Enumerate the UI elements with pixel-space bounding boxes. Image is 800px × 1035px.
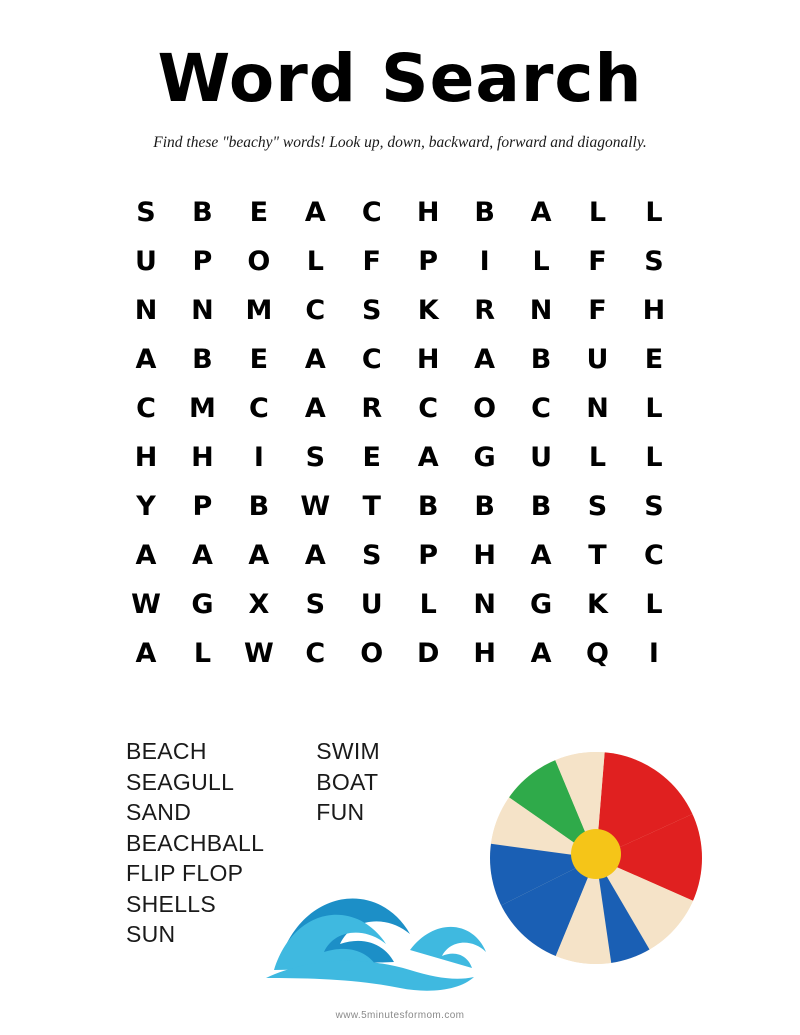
- grid-cell: L: [645, 442, 663, 473]
- grid-cell: E: [249, 344, 269, 375]
- grid-cell: L: [419, 589, 437, 620]
- grid-cell: H: [191, 442, 214, 473]
- grid-cell: B: [192, 344, 213, 375]
- grid-cell: F: [588, 295, 607, 326]
- wave-icon: [266, 899, 486, 991]
- grid-cell: L: [645, 589, 663, 620]
- word-search-grid: [120, 152, 680, 678]
- grid-row: [120, 384, 680, 433]
- grid-cell: B: [248, 491, 270, 522]
- grid-cell: P: [192, 491, 213, 522]
- grid-cell: A: [135, 540, 157, 571]
- word-list-item: SUN: [126, 921, 176, 947]
- grid-cell: S: [362, 540, 382, 571]
- grid-cell: C: [361, 344, 382, 375]
- word-list-item: SAND: [126, 799, 192, 825]
- grid-cell: A: [304, 540, 326, 571]
- word-list-item: FUN: [316, 799, 365, 825]
- grid-cell: M: [245, 295, 273, 326]
- grid-cell: S: [644, 246, 664, 277]
- grid-cell: B: [417, 491, 439, 522]
- grid-row: [120, 335, 680, 384]
- instructions-text: Find these "beachy" words! Look up, down, backward, forward and diagonally.: [153, 134, 647, 151]
- grid-cell: U: [586, 344, 609, 375]
- grid-cell: N: [191, 295, 214, 326]
- grid-cell: C: [644, 540, 664, 571]
- grid-cell: F: [588, 246, 607, 277]
- grid-row: [120, 188, 680, 237]
- grid-cell: U: [135, 246, 157, 277]
- grid-cell: A: [417, 442, 439, 473]
- word-list-item: BEACH: [126, 738, 207, 764]
- grid-cell: C: [531, 393, 551, 424]
- grid-cell: A: [304, 197, 326, 228]
- grid-cell: E: [249, 197, 269, 228]
- grid-cell: E: [362, 442, 381, 473]
- grid-cell: H: [473, 540, 496, 571]
- grid-cell: K: [587, 589, 608, 620]
- grid-cell: R: [474, 295, 496, 326]
- grid-cell: A: [304, 344, 326, 375]
- grid-cell: L: [306, 246, 324, 277]
- grid-cell: I: [479, 246, 490, 277]
- grid-cell: C: [418, 393, 439, 424]
- grid-cell: I: [648, 638, 659, 669]
- grid-cell: H: [473, 638, 496, 669]
- grid-cell: W: [131, 589, 161, 620]
- grid-cell: G: [191, 589, 214, 620]
- grid-cell: B: [474, 197, 495, 228]
- word-list-item: FLIP FLOP: [126, 860, 244, 886]
- grid-row: [120, 286, 680, 335]
- grid-cell: X: [248, 589, 270, 620]
- site-credit: www.5minutesformom.com: [335, 1010, 465, 1021]
- grid-cell: A: [135, 638, 157, 669]
- grid-cell: S: [136, 197, 156, 228]
- grid-cell: G: [529, 589, 553, 620]
- grid-cell: D: [416, 638, 440, 669]
- grid-cell: A: [530, 197, 552, 228]
- grid-cell: M: [189, 393, 216, 424]
- grid-cell: I: [253, 442, 264, 473]
- word-list-item: BEACHBALL: [126, 829, 265, 856]
- grid-cell: K: [417, 295, 439, 326]
- grid-cell: L: [645, 393, 663, 424]
- word-list-item: SHELLS: [126, 890, 217, 917]
- grid-row: [120, 629, 680, 678]
- grid-cell: E: [644, 344, 664, 375]
- grid-cell: H: [134, 442, 158, 473]
- grid-cell: A: [304, 393, 326, 424]
- grid-cell: O: [247, 246, 271, 277]
- word-list-column-1: [126, 736, 264, 950]
- grid-cell: C: [136, 393, 156, 424]
- grid-cell: N: [134, 295, 158, 326]
- grid-row: [120, 580, 680, 629]
- grid-cell: A: [191, 540, 213, 571]
- grid-cell: L: [588, 442, 607, 473]
- grid-cell: A: [248, 540, 270, 571]
- word-list-item: BOAT: [316, 768, 379, 795]
- grid-cell: W: [300, 491, 331, 522]
- word-list-item: SWIM: [316, 738, 381, 764]
- grid-cell: N: [529, 295, 553, 326]
- grid-cell: B: [192, 197, 213, 228]
- grid-cell: S: [305, 589, 326, 620]
- grid-cell: S: [644, 491, 664, 522]
- grid-cell: O: [360, 638, 384, 669]
- grid-cell: P: [418, 540, 439, 571]
- grid-cell: A: [530, 540, 552, 571]
- grid-cell: L: [588, 197, 607, 228]
- grid-cell: F: [362, 246, 381, 277]
- word-list-item: SEAGULL: [126, 768, 235, 795]
- grid-cell: B: [530, 344, 552, 375]
- page-title: Word Search: [157, 40, 643, 117]
- grid-cell: S: [587, 491, 608, 522]
- grid-cell: N: [473, 589, 496, 620]
- grid-cell: R: [361, 393, 383, 424]
- grid-row: [120, 237, 680, 286]
- worksheet-footer-area: [0, 718, 800, 1035]
- grid-cell: L: [645, 197, 663, 228]
- grid-cell: A: [530, 638, 552, 669]
- grid-cell: L: [193, 638, 212, 669]
- grid-cell: T: [362, 491, 381, 522]
- grid-cell: B: [530, 491, 552, 522]
- grid-cell: O: [473, 393, 497, 424]
- grid-cell: A: [474, 344, 496, 375]
- grid-row: [120, 531, 680, 580]
- grid-cell: T: [588, 540, 607, 571]
- grid-cell: U: [530, 442, 553, 473]
- grid-cell: P: [192, 246, 213, 277]
- grid-cell: C: [305, 638, 326, 669]
- grid-cell: P: [418, 246, 439, 277]
- grid-cell: H: [416, 197, 440, 228]
- grid-cell: C: [361, 197, 382, 228]
- grid-row: [120, 433, 680, 482]
- grid-cell: H: [416, 344, 440, 375]
- grid-cell: W: [243, 638, 274, 669]
- grid-cell: Y: [136, 491, 156, 522]
- grid-cell: U: [360, 589, 383, 620]
- grid-cell: L: [532, 246, 550, 277]
- grid-cell: B: [474, 491, 495, 522]
- grid-cell: S: [305, 442, 326, 473]
- beach-ball-icon: [478, 738, 710, 982]
- grid-cell: Q: [586, 638, 609, 669]
- grid-cell: A: [135, 344, 157, 375]
- grid-cell: G: [473, 442, 496, 473]
- grid-cell: H: [642, 295, 666, 326]
- grid-cell: C: [305, 295, 326, 326]
- beach-artwork: [260, 738, 710, 998]
- grid-row: [120, 482, 680, 531]
- grid-cell: N: [586, 393, 609, 424]
- grid-cell: S: [362, 295, 382, 326]
- grid-cell: C: [248, 393, 269, 424]
